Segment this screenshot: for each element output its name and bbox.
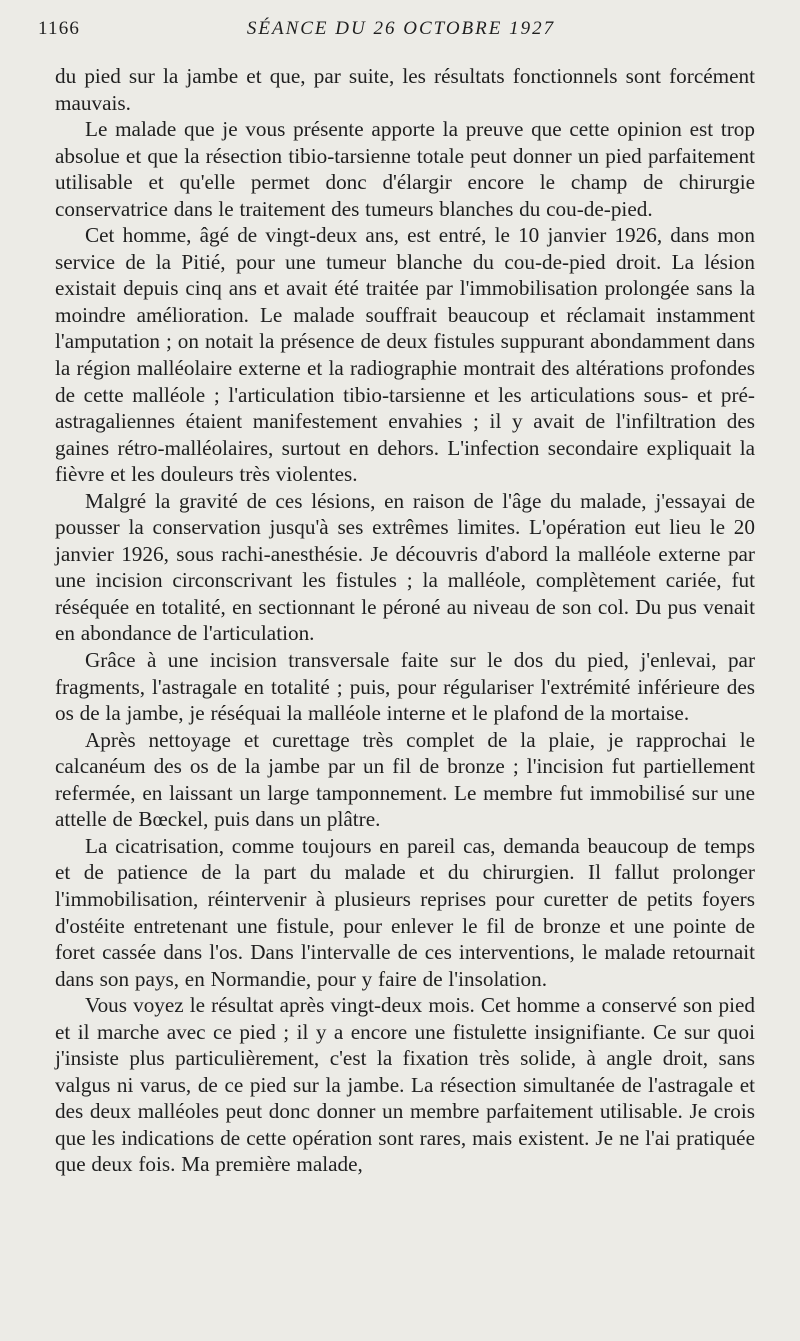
running-head — [38, 18, 764, 46]
paragraph: Le malade que je vous présente apporte la preuve que cette opinion est trop absolue et que la résection tibio-tarsienne totale peut donner un pied parfaitement utilisable et qu'elle permet donc d'élargir encore le champ de chirurgie conservatrice dans le traitement des tumeurs blanches du cou-de-pied. — [55, 117, 755, 221]
paragraph: Malgré la gravité de ces lésions, en raison de l'âge du malade, j'essayai de pousser la conservation jusqu'à ses extrêmes limites. L'opération eut lieu le 20 janvier 1926, sous rachi-anesthésie. Je découvris d'abord la malléole externe par une incision circonscrivant les fistules ; la malléole, complètement cariée, fut réséquée en totalité, en sectionnant le péroné au niveau de son col. Du pus venait en abondance de l'articulation. — [55, 488, 755, 646]
body-text — [55, 63, 755, 1178]
paragraph: Après nettoyage et curettage très complet de la plaie, je rapprochai le calcanéum des os de la jambe par un fil de bronze ; l'incision fut partiellement refermée, en laissant un large tamponnement. Le membre fut immobilisé sur une attelle de Bœckel, puis dans un plâtre. — [55, 727, 755, 832]
paragraph: Vous voyez le résultat après vingt-deux mois. Cet homme a conservé son pied et il marche avec ce pied ; il y a encore une fistulette insignifiante. Ce sur quoi j'insiste plus particulièrement, c'est la fixation très solide, à angle droit, sans valgus ni varus, de ce pied sur la jambe. La résection simultanée de l'astragale et des deux malléoles peut donc donner un membre parfaitement utilisable. Je crois que les indications de cette opération sont rares, mais existent. Je ne l'ai pratiquée que deux fois. Ma première malade, — [55, 993, 755, 1177]
page-number: 1166 — [38, 18, 81, 39]
running-title: SÉANCE DU 26 OCTOBRE 1927 — [246, 18, 556, 39]
paragraph: du pied sur la jambe et que, par suite, les résultats fonctionnels sont forcément mauvais. — [55, 64, 755, 115]
paragraph: Grâce à une incision transversale faite sur le dos du pied, j'enlevai, par fragments, l'astragale en totalité ; puis, pour régulariser l'extrémité inférieure des os de la jambe, je réséquai la malléole interne et le plafond de la mortaise. — [55, 648, 755, 726]
paragraph: Cet homme, âgé de vingt-deux ans, est entré, le 10 janvier 1926, dans mon service de la Pitié, pour une tumeur blanche du cou-de-pied droit. La lésion existait depuis cinq ans et avait été traitée par l'immobilisation prolongée sans la moindre amélioration. Le malade souffrait beaucoup et réclamait instamment l'amputation ; on notait la présence de deux fistules suppurant abondamment dans la région malléolaire externe et la radiographie montrait des altérations profondes de cette malléole ; l'articulation tibio-tarsienne et les articulations sous- et pré-astragaliennes étaient manifestement envahies ; il y avait de l'infiltration des gaines rétro-malléolaires, surtout en dehors. L'infection secondaire expliquait la fièvre et les douleurs très violentes. — [55, 223, 755, 487]
paragraph: La cicatrisation, comme toujours en pareil cas, demanda beaucoup de temps et de patience de la part du malade et du chirurgien. Il fallut prolonger l'immobilisation, réintervenir à plusieurs reprises pour curetter de petits foyers d'ostéite entretenant une fistule, pour enlever le fil de bronze et une pointe de foret cassée dans l'os. Dans l'intervalle de ces interventions, le malade retournait dans son pays, en Normandie, pour y faire de l'insolation. — [55, 833, 755, 991]
